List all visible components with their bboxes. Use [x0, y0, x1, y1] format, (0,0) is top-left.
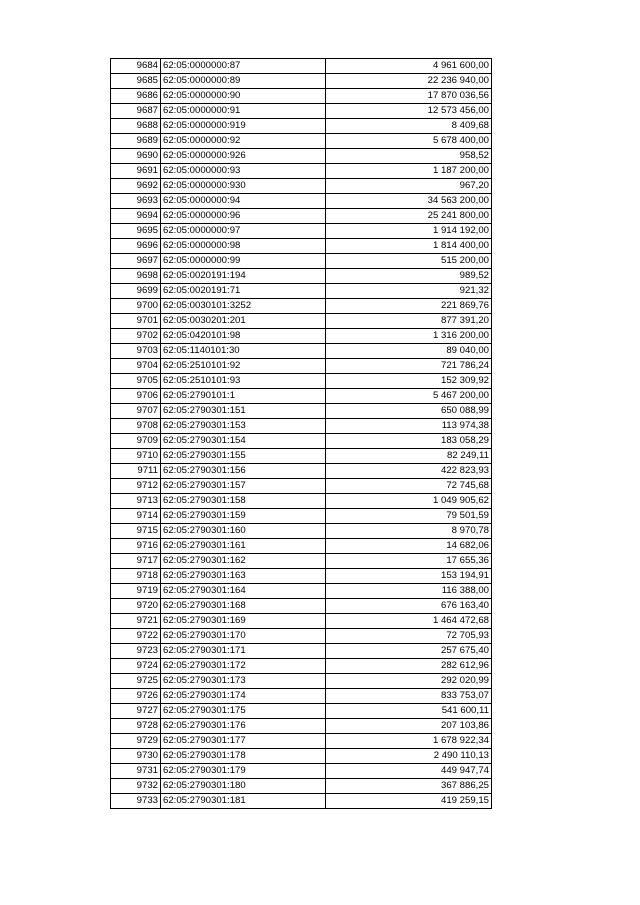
table-row [111, 149, 492, 164]
table-row [111, 404, 492, 419]
row-number-cell: 9684 [111, 59, 161, 74]
cadastral-number-cell: 62:05:2790301:154 [161, 434, 326, 449]
value-cell: 1 187 200,00 [326, 164, 492, 179]
table-row [111, 614, 492, 629]
row-number-cell: 9726 [111, 689, 161, 704]
row-number-cell: 9704 [111, 359, 161, 374]
cadastral-number-cell: 62:05:1140101:30 [161, 344, 326, 359]
table-row [111, 329, 492, 344]
table-row [111, 719, 492, 734]
row-number-cell: 9733 [111, 794, 161, 809]
cadastral-number-cell: 62:05:2790301:173 [161, 674, 326, 689]
table-row [111, 629, 492, 644]
table-row [111, 134, 492, 149]
table-row [111, 179, 492, 194]
row-number-cell: 9724 [111, 659, 161, 674]
cadastral-number-cell: 62:05:2790301:164 [161, 584, 326, 599]
cadastral-number-cell: 62:05:0000000:930 [161, 179, 326, 194]
table-row [111, 419, 492, 434]
cadastral-number-cell: 62:05:0000000:92 [161, 134, 326, 149]
value-cell: 419 259,15 [326, 794, 492, 809]
row-number-cell: 9695 [111, 224, 161, 239]
row-number-cell: 9731 [111, 764, 161, 779]
cadastral-number-cell: 62:05:2790301:151 [161, 404, 326, 419]
value-cell: 515 200,00 [326, 254, 492, 269]
row-number-cell: 9722 [111, 629, 161, 644]
value-cell: 367 886,25 [326, 779, 492, 794]
value-cell: 650 088,99 [326, 404, 492, 419]
table-row [111, 764, 492, 779]
cadastral-number-cell: 62:05:0020191:71 [161, 284, 326, 299]
value-cell: 116 388,00 [326, 584, 492, 599]
cadastral-number-cell: 62:05:0000000:98 [161, 239, 326, 254]
row-number-cell: 9702 [111, 329, 161, 344]
value-cell: 967,20 [326, 179, 492, 194]
cadastral-number-cell: 62:05:2790301:172 [161, 659, 326, 674]
value-cell: 958,52 [326, 149, 492, 164]
value-cell: 207 103,86 [326, 719, 492, 734]
cadastral-number-cell: 62:05:0420101:98 [161, 329, 326, 344]
table-row [111, 104, 492, 119]
cadastral-number-cell: 62:05:2790301:156 [161, 464, 326, 479]
value-cell: 25 241 800,00 [326, 209, 492, 224]
cadastral-number-cell: 62:05:2790301:161 [161, 539, 326, 554]
value-cell: 72 745,68 [326, 479, 492, 494]
row-number-cell: 9685 [111, 74, 161, 89]
cadastral-number-cell: 62:05:2790301:157 [161, 479, 326, 494]
cadastral-number-cell: 62:05:0030201:201 [161, 314, 326, 329]
table-row [111, 464, 492, 479]
document-page [110, 58, 492, 809]
row-number-cell: 9689 [111, 134, 161, 149]
cadastral-number-cell: 62:05:2790301:159 [161, 509, 326, 524]
table-row [111, 674, 492, 689]
table-row [111, 734, 492, 749]
value-cell: 1 914 192,00 [326, 224, 492, 239]
table-row [111, 344, 492, 359]
value-cell: 282 612,96 [326, 659, 492, 674]
value-cell: 17 655,36 [326, 554, 492, 569]
row-number-cell: 9693 [111, 194, 161, 209]
value-cell: 2 490 110,13 [326, 749, 492, 764]
row-number-cell: 9706 [111, 389, 161, 404]
table-row [111, 194, 492, 209]
table-row [111, 434, 492, 449]
value-cell: 5 467 200,00 [326, 389, 492, 404]
cadastral-number-cell: 62:05:2790301:158 [161, 494, 326, 509]
row-number-cell: 9705 [111, 374, 161, 389]
row-number-cell: 9732 [111, 779, 161, 794]
value-cell: 8 970,78 [326, 524, 492, 539]
cadastral-number-cell: 62:05:2790301:180 [161, 779, 326, 794]
value-cell: 113 974,38 [326, 419, 492, 434]
table-row [111, 209, 492, 224]
value-cell: 257 675,40 [326, 644, 492, 659]
cadastral-number-cell: 62:05:0000000:97 [161, 224, 326, 239]
cadastral-number-cell: 62:05:2790301:176 [161, 719, 326, 734]
cadastral-number-cell: 62:05:0000000:99 [161, 254, 326, 269]
value-cell: 1 049 905,62 [326, 494, 492, 509]
row-number-cell: 9715 [111, 524, 161, 539]
table-row [111, 284, 492, 299]
cadastral-number-cell: 62:05:2790301:169 [161, 614, 326, 629]
cadastral-number-cell: 62:05:2510101:93 [161, 374, 326, 389]
row-number-cell: 9713 [111, 494, 161, 509]
cadastral-number-cell: 62:05:0000000:87 [161, 59, 326, 74]
row-number-cell: 9691 [111, 164, 161, 179]
table-row [111, 644, 492, 659]
table-row [111, 359, 492, 374]
table-row [111, 254, 492, 269]
value-cell: 292 020,99 [326, 674, 492, 689]
table-row [111, 569, 492, 584]
table-row [111, 554, 492, 569]
value-cell: 221 869,76 [326, 299, 492, 314]
cadastral-number-cell: 62:05:2790301:174 [161, 689, 326, 704]
row-number-cell: 9690 [111, 149, 161, 164]
value-cell: 14 682,06 [326, 539, 492, 554]
row-number-cell: 9687 [111, 104, 161, 119]
row-number-cell: 9701 [111, 314, 161, 329]
row-number-cell: 9718 [111, 569, 161, 584]
cadastral-number-cell: 62:05:2790301:170 [161, 629, 326, 644]
table-row [111, 749, 492, 764]
cadastral-number-cell: 62:05:2790301:181 [161, 794, 326, 809]
value-cell: 833 753,07 [326, 689, 492, 704]
value-cell: 34 563 200,00 [326, 194, 492, 209]
table-row [111, 119, 492, 134]
table-row [111, 89, 492, 104]
row-number-cell: 9703 [111, 344, 161, 359]
cadastral-number-cell: 62:05:2790301:155 [161, 449, 326, 464]
value-cell: 449 947,74 [326, 764, 492, 779]
row-number-cell: 9711 [111, 464, 161, 479]
row-number-cell: 9714 [111, 509, 161, 524]
table-row [111, 599, 492, 614]
cadastral-number-cell: 62:05:2510101:92 [161, 359, 326, 374]
row-number-cell: 9716 [111, 539, 161, 554]
value-cell: 82 249,11 [326, 449, 492, 464]
value-cell: 721 786,24 [326, 359, 492, 374]
value-cell: 1 464 472,68 [326, 614, 492, 629]
table-row [111, 779, 492, 794]
cadastral-number-cell: 62:05:2790301:153 [161, 419, 326, 434]
value-cell: 921,32 [326, 284, 492, 299]
value-cell: 676 163,40 [326, 599, 492, 614]
table-row [111, 299, 492, 314]
value-cell: 4 961 600,00 [326, 59, 492, 74]
row-number-cell: 9723 [111, 644, 161, 659]
value-cell: 1 814 400,00 [326, 239, 492, 254]
cadastral-number-cell: 62:05:0000000:919 [161, 119, 326, 134]
table-row [111, 689, 492, 704]
row-number-cell: 9686 [111, 89, 161, 104]
row-number-cell: 9720 [111, 599, 161, 614]
table-row [111, 164, 492, 179]
value-cell: 12 573 456,00 [326, 104, 492, 119]
value-cell: 1 316 200,00 [326, 329, 492, 344]
row-number-cell: 9707 [111, 404, 161, 419]
cadastral-number-cell: 62:05:0000000:96 [161, 209, 326, 224]
cadastral-number-cell: 62:05:2790301:168 [161, 599, 326, 614]
cadastral-number-cell: 62:05:2790301:175 [161, 704, 326, 719]
row-number-cell: 9697 [111, 254, 161, 269]
row-number-cell: 9698 [111, 269, 161, 284]
value-cell: 17 870 036,56 [326, 89, 492, 104]
row-number-cell: 9688 [111, 119, 161, 134]
value-cell: 153 194,91 [326, 569, 492, 584]
cadastral-number-cell: 62:05:2790301:178 [161, 749, 326, 764]
row-number-cell: 9730 [111, 749, 161, 764]
value-cell: 877 391,20 [326, 314, 492, 329]
row-number-cell: 9708 [111, 419, 161, 434]
cadastral-value-table [110, 58, 492, 809]
table-row [111, 704, 492, 719]
value-cell: 989,52 [326, 269, 492, 284]
row-number-cell: 9728 [111, 719, 161, 734]
row-number-cell: 9709 [111, 434, 161, 449]
cadastral-number-cell: 62:05:0000000:926 [161, 149, 326, 164]
row-number-cell: 9719 [111, 584, 161, 599]
table-row [111, 449, 492, 464]
table-row [111, 794, 492, 809]
value-cell: 152 309,92 [326, 374, 492, 389]
row-number-cell: 9721 [111, 614, 161, 629]
value-cell: 72 705,93 [326, 629, 492, 644]
value-cell: 5 678 400,00 [326, 134, 492, 149]
row-number-cell: 9717 [111, 554, 161, 569]
cadastral-number-cell: 62:05:0030101:3252 [161, 299, 326, 314]
cadastral-number-cell: 62:05:2790301:163 [161, 569, 326, 584]
cadastral-number-cell: 62:05:2790101:1 [161, 389, 326, 404]
row-number-cell: 9710 [111, 449, 161, 464]
table-row [111, 494, 492, 509]
table-row [111, 524, 492, 539]
table-row [111, 584, 492, 599]
table-row [111, 539, 492, 554]
cadastral-number-cell: 62:05:2790301:160 [161, 524, 326, 539]
row-number-cell: 9700 [111, 299, 161, 314]
cadastral-number-cell: 62:05:0000000:91 [161, 104, 326, 119]
row-number-cell: 9694 [111, 209, 161, 224]
table-row [111, 659, 492, 674]
value-cell: 79 501,59 [326, 509, 492, 524]
cadastral-number-cell: 62:05:2790301:171 [161, 644, 326, 659]
table-row [111, 509, 492, 524]
table-row [111, 59, 492, 74]
value-cell: 183 058,29 [326, 434, 492, 449]
table-row [111, 269, 492, 284]
value-cell: 422 823,93 [326, 464, 492, 479]
row-number-cell: 9727 [111, 704, 161, 719]
value-cell: 541 600,11 [326, 704, 492, 719]
cadastral-number-cell: 62:05:0020191:194 [161, 269, 326, 284]
table-row [111, 314, 492, 329]
value-cell: 89 040,00 [326, 344, 492, 359]
table-row [111, 479, 492, 494]
cadastral-number-cell: 62:05:2790301:179 [161, 764, 326, 779]
row-number-cell: 9699 [111, 284, 161, 299]
value-cell: 8 409,68 [326, 119, 492, 134]
cadastral-number-cell: 62:05:2790301:162 [161, 554, 326, 569]
row-number-cell: 9729 [111, 734, 161, 749]
cadastral-number-cell: 62:05:0000000:93 [161, 164, 326, 179]
table-row [111, 239, 492, 254]
table-row [111, 374, 492, 389]
cadastral-number-cell: 62:05:0000000:90 [161, 89, 326, 104]
value-cell: 22 236 940,00 [326, 74, 492, 89]
table-row [111, 74, 492, 89]
cadastral-number-cell: 62:05:0000000:94 [161, 194, 326, 209]
table-body [111, 59, 492, 809]
row-number-cell: 9696 [111, 239, 161, 254]
value-cell: 1 678 922,34 [326, 734, 492, 749]
table-row [111, 224, 492, 239]
row-number-cell: 9692 [111, 179, 161, 194]
cadastral-number-cell: 62:05:0000000:89 [161, 74, 326, 89]
row-number-cell: 9712 [111, 479, 161, 494]
cadastral-number-cell: 62:05:2790301:177 [161, 734, 326, 749]
table-row [111, 389, 492, 404]
row-number-cell: 9725 [111, 674, 161, 689]
